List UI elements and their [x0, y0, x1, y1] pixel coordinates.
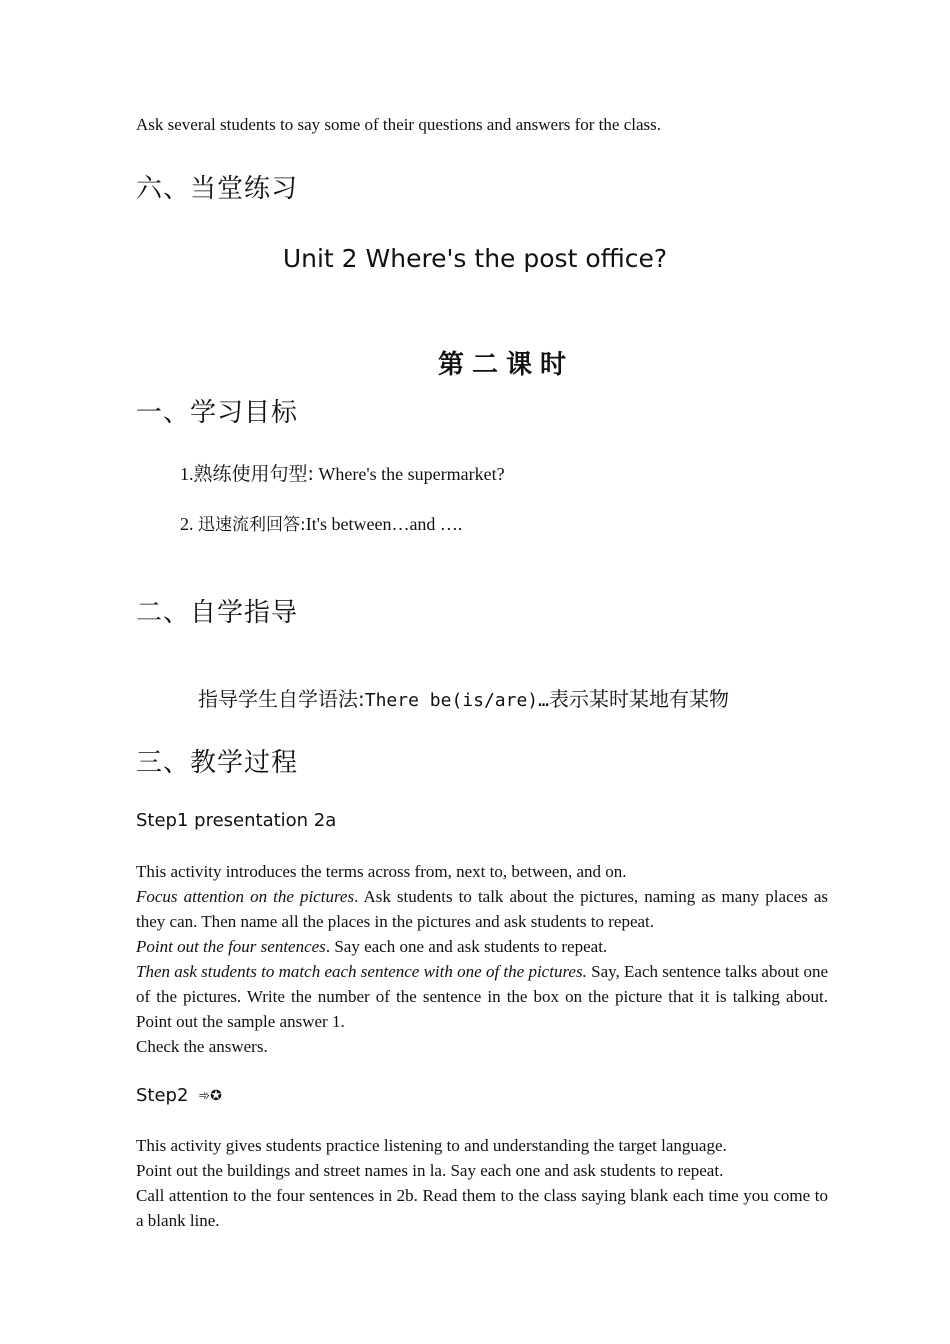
step1-line: This activity introduces the terms across from, next to, between, and on. — [136, 862, 627, 881]
step1-paragraph: Focus attention on the pictures. Ask students to talk about the pictures, naming as many places as they can. Then name all the places in the pictures and ask students to repeat. — [136, 887, 828, 931]
step1-line: Check the answers. — [136, 1037, 268, 1056]
objective-number: 2. — [180, 514, 194, 534]
section3-heading: 三、教学过程 — [136, 748, 299, 778]
step2-line: This activity gives students practice listening to and understanding the target language. — [136, 1136, 727, 1155]
unit-title: Unit 2 Where's the post office? — [282, 244, 668, 273]
step2-line: Call attention to the four sentences in 2b. Read them to the class saying blank each time you come to a blank line. — [136, 1186, 828, 1230]
objective-number: 1. — [180, 464, 194, 484]
guide-meaning-cn: 表示某时某地有某物 — [548, 687, 729, 711]
objective-1 — [180, 459, 505, 486]
lesson-title: 第二课时 — [438, 350, 575, 380]
arrow-flower-icon: ➾✪ — [198, 1088, 222, 1104]
step1-italic: Point out the four sentences — [136, 937, 326, 956]
section1-heading: 一、学习目标 — [136, 398, 299, 428]
objective-en: It's between…and …. — [305, 514, 463, 534]
section2-heading: 二、自学指导 — [136, 598, 299, 628]
guide-text-cn: 指导学生自学语法: — [198, 687, 365, 711]
guide-grammar: There be(is/are)… — [364, 690, 549, 711]
objective-cn: 熟练使用句型: — [193, 463, 314, 485]
step1-italic: Then ask students to match each sentence with one of the pictures. — [136, 962, 587, 981]
step1-paragraph: Point out the four sentences. Say each one and ask students to repeat. — [136, 937, 608, 956]
objective-2 — [180, 510, 462, 535]
step2-line: Point out the buildings and street names in la. Say each one and ask students to repeat. — [136, 1161, 724, 1180]
step1-paragraph: Then ask students to match each sentence with one of the pictures. Say, Each sentence talks about one of the pictures. Write the number of the sentence in the box on the picture that it is talking about. Point out the sample answer 1. — [136, 962, 828, 1031]
step2-body — [136, 1133, 828, 1233]
self-study-guide — [198, 683, 729, 712]
step1-body — [136, 859, 828, 1059]
step1-italic: Focus attention on the pictures — [136, 887, 355, 906]
objective-en: Where's the supermarket? — [318, 464, 505, 484]
step1-title: Step1 presentation 2a — [136, 810, 337, 831]
intro-line: Ask several students to say some of their questions and answers for the class. — [136, 115, 661, 134]
objective-cn: 迅速流利回答: — [198, 515, 306, 535]
section6-heading: 六、当堂练习 — [136, 174, 299, 204]
step2-title: Step2 ➾✪ — [136, 1085, 222, 1106]
